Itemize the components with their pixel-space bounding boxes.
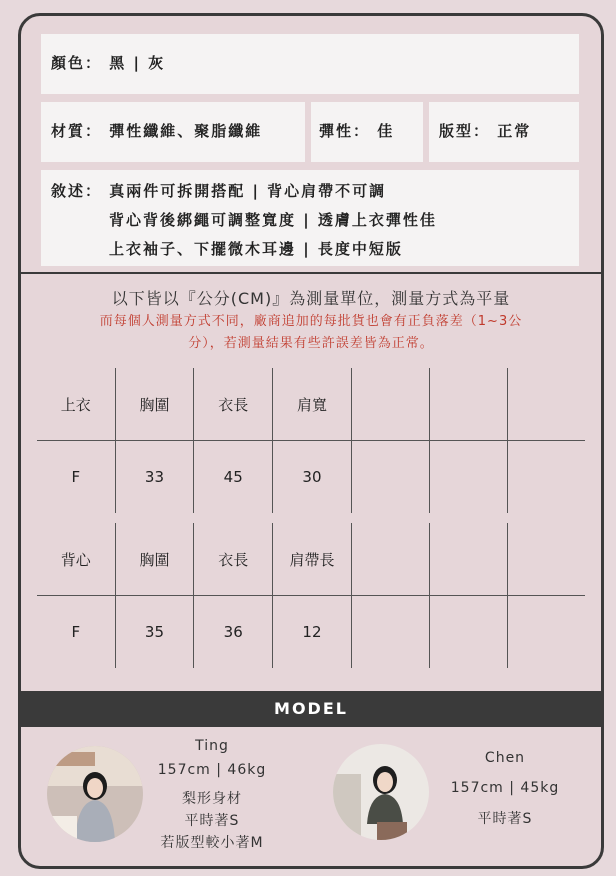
material-box — [41, 102, 305, 162]
table-header-cell — [351, 368, 429, 441]
fit-text: 版型： 正常 — [439, 122, 532, 140]
table-cell: F — [37, 441, 115, 514]
table-header-cell: 上衣 — [37, 368, 115, 441]
description-box — [41, 170, 579, 266]
table-cell: 12 — [273, 596, 352, 669]
model-ting-stats: 157cm | 46kg — [157, 762, 267, 778]
measurement-disclaimer-line-2: 分），若測量結果有些許誤差皆為正常。 — [188, 336, 434, 351]
model-ting-info — [147, 738, 277, 860]
table-cell — [507, 441, 585, 514]
table-header-cell — [429, 523, 507, 596]
model-ting-notes — [147, 788, 277, 852]
table-cell — [351, 596, 429, 669]
table-row — [37, 596, 585, 669]
color-text: 顏色： 黑 | 灰 — [51, 54, 166, 72]
vest-size-table — [37, 523, 585, 668]
model-chen-name: Chen — [484, 750, 526, 766]
table-cell — [351, 441, 429, 514]
elasticity-text: 彈性： 佳 — [319, 122, 395, 140]
table-header-cell: 衣長 — [194, 368, 273, 441]
table-header-row — [37, 523, 585, 596]
product-info-card — [18, 13, 604, 869]
model-ting-name: Ting — [195, 738, 229, 754]
model-chen-note: 平時著S — [477, 811, 533, 827]
table-cell: 45 — [194, 441, 273, 514]
description-line-2: 背心背後綁繩可調整寬度 | 透膚上衣彈性佳 — [109, 211, 437, 229]
table-header-cell: 胸圍 — [115, 523, 194, 596]
table-header-cell: 肩寬 — [273, 368, 352, 441]
table-cell — [507, 596, 585, 669]
description-line-1: 敘述： 真兩件可拆開搭配 | 背心肩帶不可調 — [51, 182, 387, 200]
table-header-row — [37, 368, 585, 441]
model-chen-stats: 157cm | 45kg — [450, 780, 560, 796]
model-ting-note: 若版型較小著M — [160, 835, 264, 851]
table-cell: 30 — [273, 441, 352, 514]
model-ting-photo — [47, 746, 143, 842]
measurement-disclaimer-line-1: 而每個人測量方式不同，廠商追加的每批貨也會有正負落差（1~3公 — [99, 314, 523, 329]
model-ting-note: 平時著S — [184, 813, 240, 829]
material-text: 材質： 彈性纖維、聚脂纖維 — [51, 122, 263, 140]
table-header-cell: 背心 — [37, 523, 115, 596]
model-chen-info — [435, 750, 575, 836]
table-cell: 33 — [115, 441, 194, 514]
elasticity-box — [311, 102, 423, 162]
model-ting-note: 梨形身材 — [182, 791, 242, 807]
table-cell: 35 — [115, 596, 194, 669]
table-header-cell — [351, 523, 429, 596]
fit-box — [429, 102, 579, 162]
section-divider — [21, 272, 601, 274]
table-cell: 36 — [194, 596, 273, 669]
table-cell: F — [37, 596, 115, 669]
table-header-cell — [507, 523, 585, 596]
top-size-table — [37, 368, 585, 513]
table-cell — [429, 596, 507, 669]
table-header-cell: 胸圍 — [115, 368, 194, 441]
model-chen-photo — [333, 744, 429, 840]
table-header-cell: 衣長 — [194, 523, 273, 596]
table-cell — [429, 441, 507, 514]
table-header-cell — [429, 368, 507, 441]
model-section-title: MODEL — [21, 691, 601, 727]
table-row — [37, 441, 585, 514]
measurement-unit-note: 以下皆以『公分(CM)』為測量單位，測量方式為平量 — [111, 289, 511, 308]
table-header-cell: 肩帶長 — [273, 523, 352, 596]
description-line-3: 上衣袖子、下擺微木耳邊 | 長度中短版 — [109, 240, 403, 258]
table-header-cell — [507, 368, 585, 441]
color-box — [41, 34, 579, 94]
